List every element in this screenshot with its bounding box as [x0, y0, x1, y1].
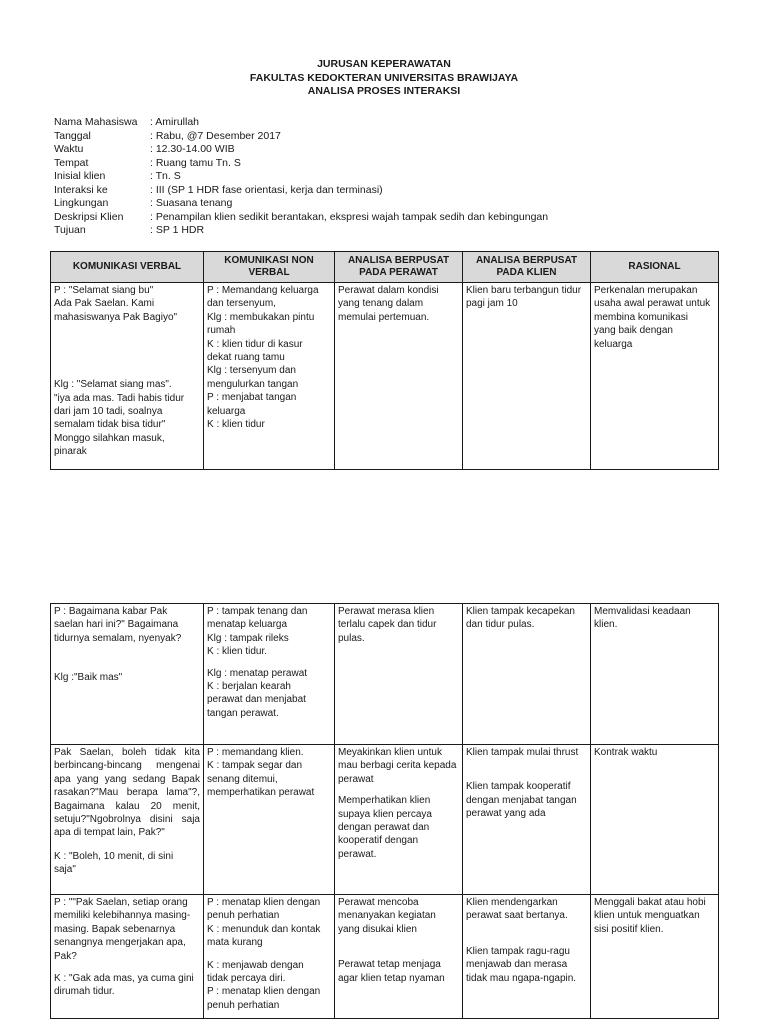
cell-nurse-analysis	[335, 604, 463, 745]
meta-value: : 12.30-14.00 WIB	[150, 143, 235, 155]
meta-row	[54, 157, 548, 171]
cell-nonverbal	[204, 283, 335, 470]
meta-value: : Penampilan klien sedikit berantakan, ekspresi wajah tampak sedih dan kebingungan	[150, 210, 549, 223]
verbal-text: K : "Boleh, 10 menit, di sini saja"	[54, 850, 174, 876]
header-verbal: KOMUNIKASI VERBAL	[51, 252, 204, 283]
nonverbal-text: P : memandang klien. K : tampak segar dan senang ditemui, memperhatikan perawat	[207, 747, 315, 799]
meta-row	[54, 170, 548, 184]
cell-verbal	[51, 604, 204, 745]
meta-row	[54, 224, 548, 238]
header-nurse-analysis: ANALISA BERPUSAT PADA PERAWAT	[335, 252, 463, 283]
cell-rational	[591, 604, 719, 745]
document-heading	[0, 58, 768, 99]
verbal-text: P : ""Pak Saelan, setiap orang memiliki kelebihannya masing- masing. Bapak sebenarnya senangnya mengerjakan apa, Pak?	[54, 897, 191, 962]
cell-rational	[591, 283, 719, 470]
cell-nonverbal	[204, 745, 335, 895]
nonverbal-text: K : menjawab dengan tidak percaya diri. P : menatap klien dengan penuh perhatian	[207, 959, 321, 1011]
cell-verbal	[51, 895, 204, 1019]
cell-client-analysis	[463, 604, 591, 745]
client-analysis-text: Klien baru terbangun tidur pagi jam 10	[466, 285, 582, 310]
verbal-text: Klg :"Baik mas"	[54, 672, 123, 684]
meta-label: Waktu	[54, 143, 84, 155]
meta-row	[54, 143, 548, 157]
meta-value: : Suasana tenang	[150, 197, 233, 209]
meta-label: Interaksi ke	[54, 183, 108, 196]
cell-nonverbal	[204, 895, 335, 1019]
table-row	[51, 604, 719, 745]
nonverbal-text: P : tampak tenang dan menatap keluarga Klg : tampak rileks K : klien tidur.	[207, 606, 308, 658]
verbal-text: Pak Saelan, boleh tidak kita berbincang-bincang mengenai apa yang yang sedang Bapak rasakan?"Mau berapa lama"?, Bagaimana kalau 20 menit, setuju?"Ngobrolnya disini saja apa di tempat lain, Pak?"	[54, 747, 200, 839]
interaction-table-page1	[50, 251, 719, 470]
table-row	[51, 895, 719, 1019]
cell-client-analysis	[463, 895, 591, 1019]
table-header-row	[51, 252, 719, 283]
verbal-text: P : Bagaimana kabar Pak saelan hari ini?" Bagaimana tidurnya semalam, nyenyak?	[54, 606, 182, 644]
rational-text: Perkenalan merupakan usaha awal perawat untuk membina komunikasi yang baik dengan keluarga	[594, 285, 711, 350]
client-analysis-text: Klien tampak kooperatif dengan menjabat tangan perawat yang ada	[466, 781, 577, 820]
cell-client-analysis	[463, 283, 591, 470]
cell-rational	[591, 895, 719, 1019]
meta-value: : Ruang tamu Tn. S	[150, 156, 241, 169]
cell-nurse-analysis	[335, 895, 463, 1019]
nurse-analysis-text: Memperhatikan klien supaya klien percaya dengan perawat dan kooperatif dengan perawat.	[338, 795, 432, 860]
meta-label: Lingkungan	[54, 197, 109, 209]
cell-nurse-analysis	[335, 745, 463, 895]
meta-row	[54, 116, 548, 130]
cell-verbal	[51, 745, 204, 895]
nurse-analysis-text: Perawat mencoba menanyakan kegiatan yang disukai klien	[338, 897, 436, 935]
meta-label: Nama Mahasiswa	[54, 116, 138, 128]
client-analysis-text: Klien tampak ragu-ragu menjawab dan merasa tidak mau ngapa-ngapin.	[466, 945, 577, 984]
cell-nurse-analysis	[335, 283, 463, 470]
verbal-text: P : "Selamat siang bu" Ada Pak Saelan. Kami mahasiswanya Pak Bagiyo"	[54, 285, 178, 323]
meta-row	[54, 184, 548, 198]
nurse-analysis-text: Perawat dalam kondisi yang tenang dalam memulai pertemuan.	[338, 285, 439, 323]
nonverbal-text: Klg : menatap perawat K : berjalan kearah perawat dan menjabat tangan perawat.	[207, 667, 308, 719]
meta-label: Deskripsi Klien	[54, 210, 124, 223]
table-row	[51, 283, 719, 470]
faculty-title: FAKULTAS KEDOKTERAN UNIVERSITAS BRAWIJAYA	[249, 71, 519, 84]
meta-label: Tujuan	[54, 224, 86, 236]
meta-value: : III (SP 1 HDR fase orientasi, kerja dan terminasi)	[150, 183, 383, 196]
verbal-text: K : "Gak ada mas, ya cuma gini dirumah tidur.	[54, 973, 194, 998]
nonverbal-text: P : Memandang keluarga dan tersenyum, Klg : membukakan pintu rumah K : klien tidur di kasur dekat ruang tamu Klg : tersenyum dan mengulurkan tangan P : menjabat tangan keluarga K : klien tidur	[207, 285, 319, 431]
header-rational: RASIONAL	[591, 252, 719, 283]
client-analysis-text: Klien tampak kecapekan dan tidur pulas.	[466, 606, 575, 631]
cell-rational	[591, 745, 719, 895]
meta-value: : Tn. S	[150, 170, 181, 182]
identity-info	[54, 116, 548, 238]
meta-value: : Amirullah	[150, 116, 200, 128]
nurse-analysis-text: Meyakinkan klien untuk mau berbagi cerita kepada perawat	[338, 747, 457, 785]
verbal-text: Klg : "Selamat siang mas". "iya ada mas. Tadi habis tidur dari jam 10 tadi, soalnya semalam tidak bisa tidur" Monggo silahkan masuk, pinarak	[54, 379, 185, 458]
header-client-analysis: ANALISA BERPUSAT PADA KLIEN	[463, 252, 591, 283]
document-title: ANALISA PROSES INTERAKSI	[307, 85, 461, 97]
meta-row	[54, 211, 548, 225]
meta-row	[54, 130, 548, 144]
client-analysis-text: Klien tampak mulai thrust	[466, 747, 579, 758]
meta-label: Tanggal	[54, 129, 91, 142]
department-title: JURUSAN KEPERAWATAN	[317, 58, 451, 70]
meta-value: : SP 1 HDR	[150, 224, 205, 236]
meta-value: : Rabu, @7 Desember 2017	[150, 129, 281, 142]
cell-client-analysis	[463, 745, 591, 895]
nonverbal-text: P : menatap klien dengan penuh perhatian K : menunduk dan kontak mata kurang	[207, 897, 321, 949]
nurse-analysis-text: Perawat merasa klien terlalu capek dan tidur pulas.	[338, 606, 437, 644]
meta-label: Inisial klien	[54, 170, 106, 182]
meta-row	[54, 197, 548, 211]
header-nonverbal: KOMUNIKASI NON VERBAL	[204, 252, 335, 283]
interaction-table-page2	[50, 603, 719, 1019]
rational-text: Memvalidasi keadaan klien.	[594, 606, 691, 631]
table-row	[51, 745, 719, 895]
cell-verbal	[51, 283, 204, 470]
nurse-analysis-text: Perawat tetap menjaga agar klien tetap nyaman	[338, 959, 445, 984]
meta-label: Tempat	[54, 156, 89, 169]
client-analysis-text: Klien mendengarkan perawat saat bertanya.	[466, 897, 568, 922]
rational-text: Kontrak waktu	[594, 747, 658, 758]
cell-nonverbal	[204, 604, 335, 745]
rational-text: Menggali bakat atau hobi klien untuk menguatkan sisi positif klien.	[594, 897, 706, 935]
